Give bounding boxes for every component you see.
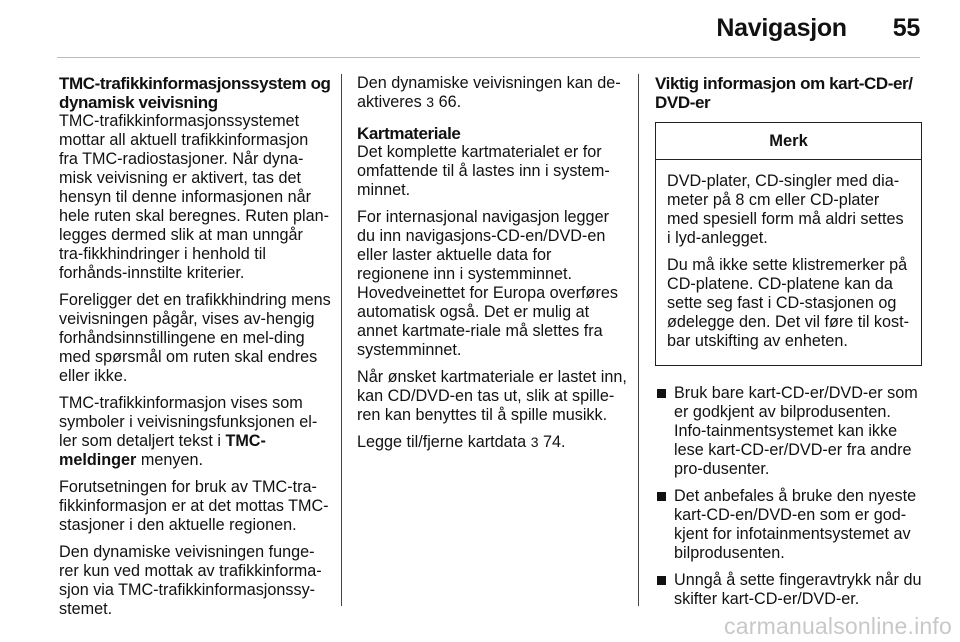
- paragraph: TMC-trafikkinformasjonssystemet mottar all aktuell trafikkinformasjon fra TMC-radiostasjoner. Når dyna-misk veivisning er aktivert, tas det hensyn til denne informasjonen når hele ruten skal beregnes. Ruten plan-legges dermed slik at man unngår tra-fikkhindringer i henhold til forhånds-innstilte kriterier.: [59, 112, 329, 282]
- text-run: menyen.: [136, 451, 203, 469]
- paragraph: Når ønsket kartmateriale er lastet inn, kan CD/DVD-en tas ut, slik at spille-ren kan benyttes til å spille musikk.: [357, 368, 627, 424]
- header-rule: [57, 57, 920, 58]
- column-3: [655, 74, 922, 617]
- heading-kartmateriale: Kartmateriale: [357, 124, 461, 143]
- note-paragraph: DVD-plater, CD-singler med dia-meter på 8 cm eller CD-plater med spesiell form må aldri settes i lyd-anlegget.: [667, 172, 904, 247]
- column-divider-2: [638, 74, 639, 606]
- column-divider-1: [341, 74, 342, 606]
- heading-tmc: TMC-trafikkinformasjonssystem og dynamisk veivisning: [59, 74, 331, 112]
- watermark: carmanualsonline.info: [724, 613, 952, 639]
- column-2: [357, 74, 627, 460]
- paragraph: Den dynamiske veivisningen funge-rer kun ved mottak av trafikkinforma-sjon via TMC-trafikkinformasjonssy-stemet.: [59, 543, 322, 618]
- page-ref: 74.: [538, 433, 566, 451]
- page-ref-arrow-icon: 3: [426, 94, 435, 110]
- bullet-list: [655, 384, 922, 609]
- column-1: [59, 74, 331, 627]
- text-run: Den dynamiske veivisningen kan de-aktiveres: [357, 74, 621, 111]
- list-item: Bruk bare kart-CD-er/DVD-er som er godkjent av bilprodusenten. Info-tainmentsystemet kan ikke lese kart-CD-er/DVD-er fra andre pro-dusenter.: [655, 384, 922, 479]
- paragraph: Forutsetningen for bruk av TMC-tra-fikkinformasjon er at det mottas TMC-stasjoner i den aktuelle regionen.: [59, 478, 329, 534]
- page-ref-arrow-icon: 3: [530, 434, 539, 450]
- heading-cd-info: Viktig informasjon om kart-CD-er/ DVD-er: [655, 74, 913, 112]
- paragraph: Foreligger det en trafikkhindring mens veivisningen pågår, vises av-hengig forhåndsinnstillingene en mel-ding med spørsmål om ruten skal endres eller ikke.: [59, 291, 331, 385]
- page-number: 55: [892, 14, 920, 42]
- menu-name: TMC-meldinger: [59, 432, 266, 469]
- list-item: Det anbefales å bruke den nyeste kart-CD-en/DVD-en som er god-kjent for infotainmentsystemet av bilprodusenten.: [655, 487, 922, 563]
- section-title: Navigasjon: [716, 14, 847, 42]
- page-header: [716, 14, 920, 43]
- paragraph: Det komplette kartmaterialet er for omfattende til å lastes inn i system-minnet.: [357, 143, 610, 199]
- paragraph: For internasjonal navigasjon legger du inn navigasjons-CD-en/DVD-en eller laster aktuelle data for regionene inn i systemminnet. Hovedveinettet for Europa overføres automatisk også. Det er mulig at annet kartmate-riale må slettes fra systemminnet.: [357, 208, 618, 359]
- text-run: TMC-trafikkinformasjon vises som symboler i veivisningsfunksjonen el-ler som detaljert tekst i: [59, 394, 318, 450]
- note-title: Merk: [656, 123, 921, 160]
- note-body: [656, 160, 921, 365]
- note-paragraph: Du må ikke sette klistremerker på CD-platene. CD-platene kan da sette seg fast i CD-stasjonen og ødelegge den. Det vil føre til kost-bar utskifting av enheten.: [667, 256, 910, 350]
- paragraph: [59, 394, 331, 470]
- paragraph: [357, 433, 627, 452]
- page-ref: 66.: [434, 93, 462, 111]
- note-box: [655, 122, 922, 366]
- text-run: Legge til/fjerne kartdata: [357, 433, 531, 451]
- paragraph: [357, 74, 627, 112]
- list-item: Unngå å sette fingeravtrykk når du skifter kart-CD-er/DVD-er.: [655, 571, 922, 609]
